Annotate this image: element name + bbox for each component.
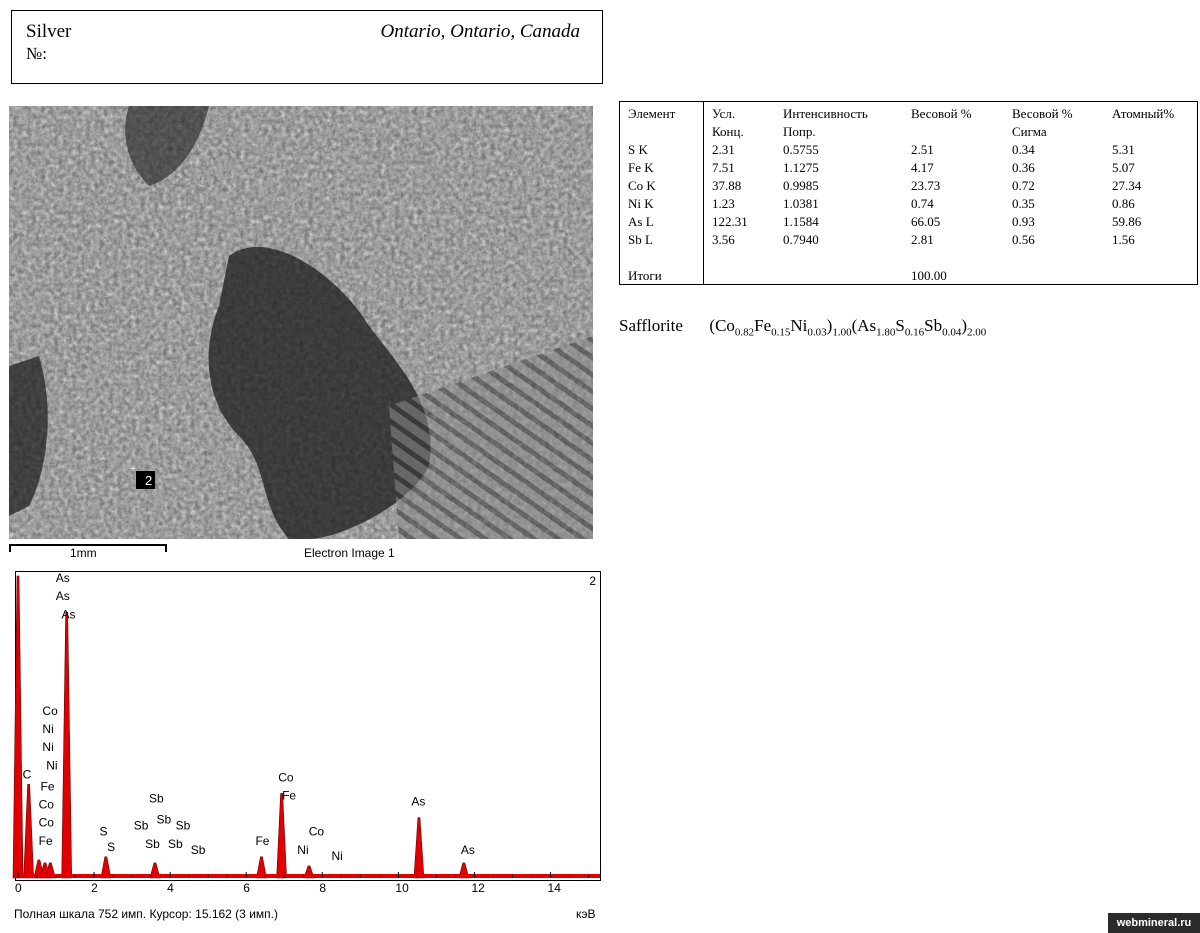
- spectrum-peak: [414, 818, 424, 878]
- peak-label: Co: [38, 797, 54, 812]
- table-cell: 23.73: [911, 178, 941, 193]
- peak-label: Ni: [331, 848, 343, 863]
- analysis-point-label: 2: [145, 473, 153, 488]
- table-cell: 0.5755: [783, 142, 819, 157]
- peak-label: Fe: [40, 779, 55, 794]
- peak-label: Fe: [282, 788, 297, 803]
- table-cell: 0.7940: [783, 232, 819, 247]
- crosshair-icon: +: [130, 464, 136, 475]
- table-cell: 0.72: [1012, 178, 1035, 193]
- eds-spectrum: [15, 571, 601, 895]
- watermark: webmineral.ru: [1108, 913, 1200, 933]
- table-cell: 66.05: [911, 214, 941, 229]
- peak-label: S: [107, 839, 116, 854]
- table-total-value: 100.00: [911, 268, 947, 283]
- peak-label: Co: [42, 703, 58, 718]
- table-cell: 0.86: [1112, 196, 1135, 211]
- table-cell: 122.31: [712, 214, 748, 229]
- table-cell: 5.07: [1112, 160, 1135, 175]
- table-total-label: Итоги: [628, 268, 662, 283]
- x-tick-label: 12: [471, 881, 485, 895]
- table-header: Атомный%: [1112, 106, 1175, 121]
- x-tick-label: 10: [395, 881, 409, 895]
- electron-image: [9, 106, 593, 539]
- table-header-sub: Конц.: [712, 124, 744, 139]
- x-tick-label: 6: [243, 881, 250, 895]
- peak-label: As: [460, 842, 475, 857]
- peak-label: Sb: [148, 791, 164, 806]
- table-header-sub: Сигма: [1012, 124, 1047, 139]
- peak-label: Sb: [167, 836, 183, 851]
- table-header: Элемент: [628, 106, 676, 121]
- spectrum-plot: [15, 571, 602, 895]
- table-cell: 2.31: [712, 142, 735, 157]
- table-cell: 0.9985: [783, 178, 819, 193]
- table-cell: 1.56: [1112, 232, 1135, 247]
- table-cell: 3.56: [712, 232, 735, 247]
- spectrum-peak: [277, 793, 287, 878]
- spectrum-peak: [62, 612, 72, 878]
- table-cell: As L: [628, 214, 654, 229]
- table-cell: 0.34: [1012, 142, 1035, 157]
- table-header: Весовой %: [1012, 106, 1073, 121]
- peak-label: As: [55, 571, 70, 586]
- peak-label: Ni: [42, 740, 54, 755]
- table-cell: Fe K: [628, 160, 654, 175]
- peak-label: Ni: [42, 722, 54, 737]
- peak-label: Co: [38, 815, 54, 830]
- table-header: Усл.: [712, 106, 736, 121]
- peak-label: Fe: [38, 833, 53, 848]
- peak-label: As: [55, 589, 70, 604]
- table-cell: 1.1584: [783, 214, 819, 229]
- table-cell: 2.81: [911, 232, 934, 247]
- locality: Ontario, Ontario, Canada: [380, 21, 580, 42]
- x-tick-label: 2: [91, 881, 98, 895]
- table-cell: S K: [628, 142, 648, 157]
- table-cell: 1.1275: [783, 160, 819, 175]
- spectrum-footer: Полная шкала 752 имп. Курсор: 15.162 (3 имп.): [14, 907, 278, 921]
- table-cell: 1.23: [712, 196, 735, 211]
- spectrum-unit: кэВ: [576, 907, 596, 921]
- peak-label: As: [411, 794, 426, 809]
- x-tick-label: 0: [15, 881, 22, 895]
- mineral-name: Silver: [26, 21, 72, 42]
- spectrum-peak: [24, 784, 34, 878]
- peak-label: Sb: [175, 818, 191, 833]
- table-cell: 2.51: [911, 142, 934, 157]
- table-cell: 59.86: [1112, 214, 1142, 229]
- spectrum-id: 2: [589, 574, 596, 588]
- peak-label: Sb: [156, 812, 172, 827]
- spectrum-peak: [13, 576, 23, 878]
- table-header: Весовой %: [911, 106, 972, 121]
- peak-label: Ni: [297, 842, 309, 857]
- table-cell: Co K: [628, 178, 656, 193]
- peak-label: Co: [278, 770, 294, 785]
- peak-label: C: [22, 767, 32, 782]
- table-cell: 27.34: [1112, 178, 1142, 193]
- peak-label: Ni: [46, 758, 58, 773]
- table-cell: 37.88: [712, 178, 742, 193]
- table-cell: Ni K: [628, 196, 654, 211]
- table-cell: 5.31: [1112, 142, 1135, 157]
- peak-label: As: [61, 607, 76, 622]
- table-cell: Sb L: [628, 232, 653, 247]
- sample-header-box: [11, 10, 603, 84]
- table-cell: 0.36: [1012, 160, 1035, 175]
- table-cell: 0.56: [1012, 232, 1035, 247]
- table-cell: 0.93: [1012, 214, 1035, 229]
- mineral-formula: [619, 316, 986, 338]
- sample-number-label: №:: [26, 44, 47, 63]
- table-divider: [703, 102, 704, 284]
- table-cell: 0.74: [911, 196, 934, 211]
- x-tick-label: 14: [547, 881, 561, 895]
- table-header: Интенсивность: [783, 106, 868, 121]
- peak-label: Fe: [255, 833, 270, 848]
- table-cell: 1.0381: [783, 196, 819, 211]
- x-tick-label: 4: [167, 881, 174, 895]
- composition-table: [619, 101, 1198, 285]
- peak-label: S: [99, 824, 108, 839]
- table-cell: 4.17: [911, 160, 934, 175]
- table-cell: 7.51: [712, 160, 735, 175]
- formula-expression: $(Co_{0.82}Fe_{0.15}Ni_{0.03})_{1.00}(As_{1.80}S_{0.16}Sb_{0.04})_{2.00}$: [709, 316, 987, 339]
- image-caption: Electron Image 1: [304, 546, 395, 560]
- peak-label: Sb: [133, 818, 149, 833]
- formula-mineral-name: Safflorite: [619, 316, 683, 335]
- peak-label: Sb: [145, 836, 160, 851]
- table-cell: 0.35: [1012, 196, 1035, 211]
- table-header-sub: Попр.: [783, 124, 816, 139]
- peak-label: Co: [308, 824, 325, 839]
- peak-label: Sb: [190, 842, 206, 857]
- x-tick-label: 8: [319, 881, 327, 895]
- electron-image-texture: [9, 106, 593, 539]
- scale-bar-label: 1mm: [70, 546, 97, 560]
